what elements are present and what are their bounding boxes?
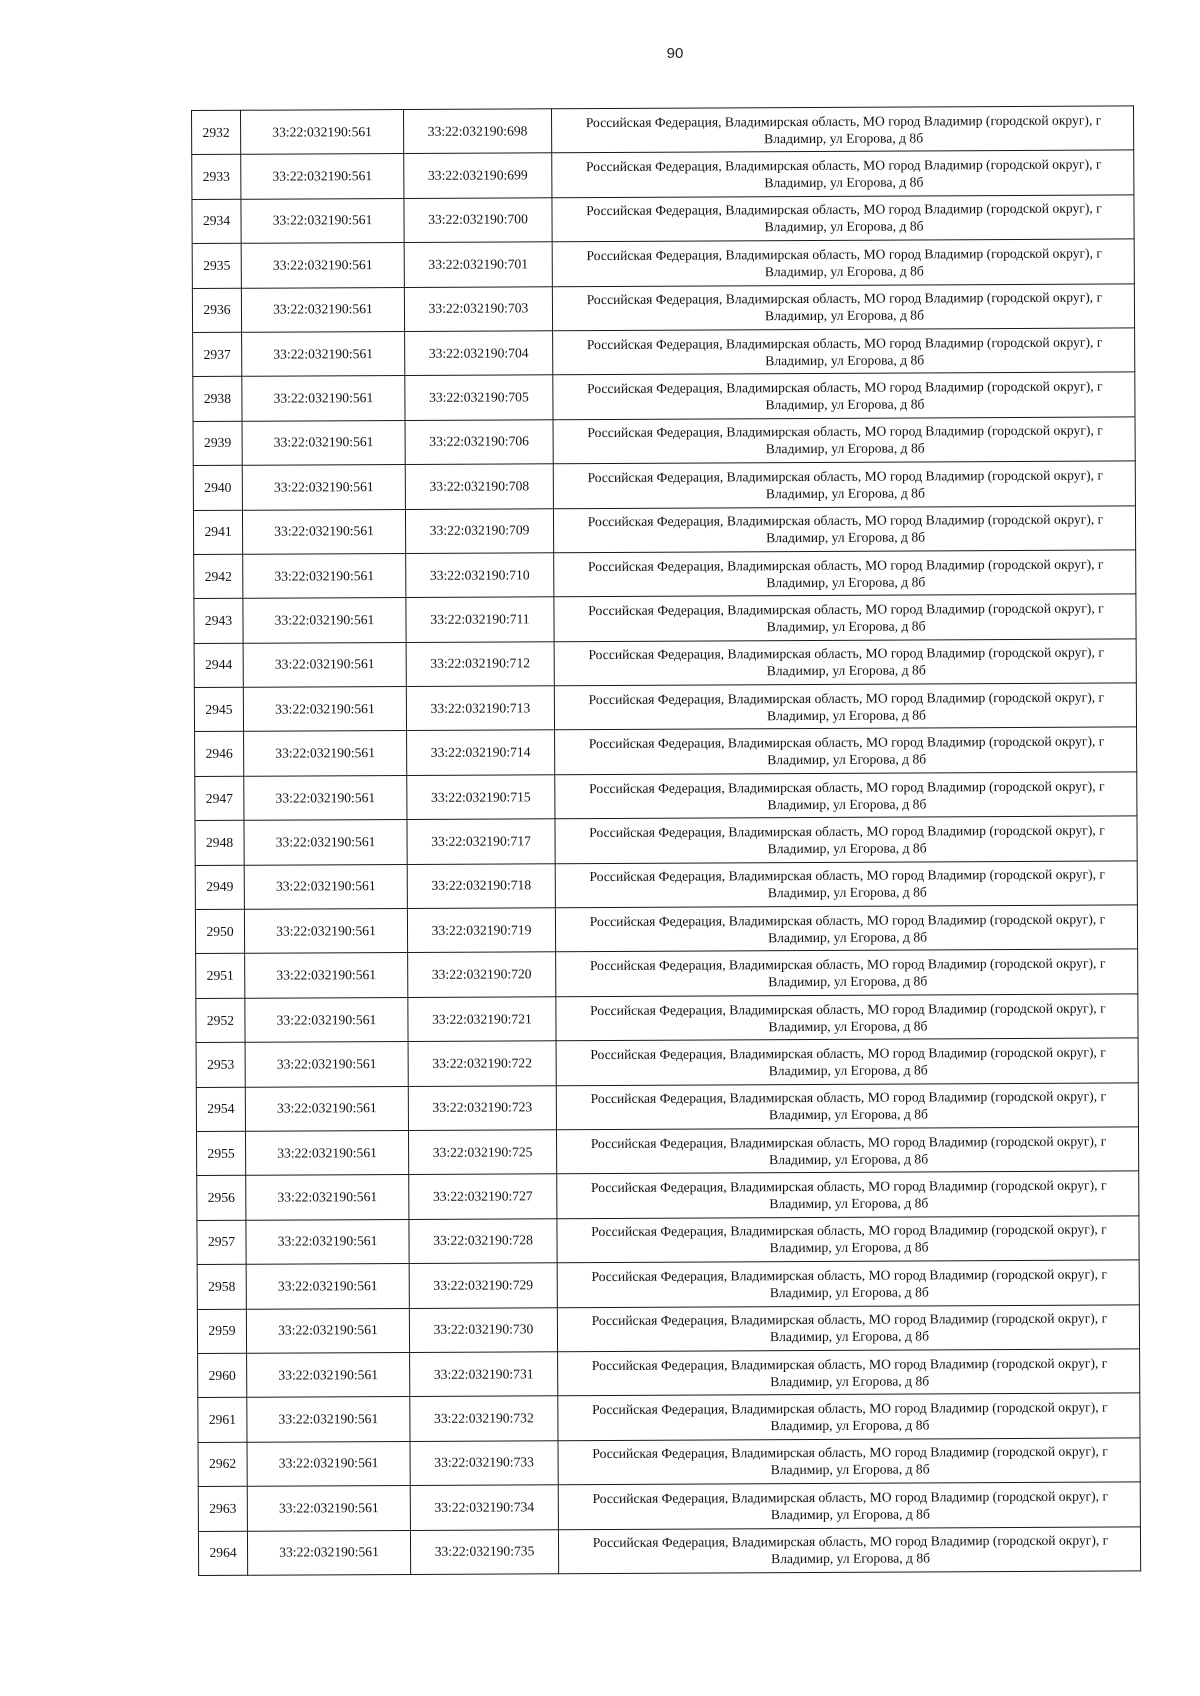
cadastral-number: 33:22:032190:703 (404, 286, 552, 331)
row-number: 2946 (195, 732, 244, 777)
table-row (197, 1216, 1139, 1265)
address-cell (552, 150, 1134, 197)
row-number: 2959 (197, 1309, 246, 1354)
address-line-2: Владимир, ул Егорова, д 8б (768, 1106, 928, 1123)
row-number: 2949 (195, 865, 244, 910)
table-row (193, 328, 1135, 377)
row-number: 2952 (196, 998, 245, 1043)
table-row (196, 1082, 1138, 1131)
address-line-1: Российская Федерация, Владимирская область, МО город Владимир (городской округ), г (589, 911, 1106, 929)
address-cell (556, 949, 1138, 996)
address-line-2: Владимир, ул Егорова, д 8б (765, 485, 925, 502)
address-cell (556, 994, 1138, 1041)
address-cell (556, 1082, 1138, 1129)
row-number: 2958 (197, 1264, 246, 1309)
address-line-2: Владимир, ул Егорова, д 8б (764, 174, 924, 191)
address-cell (554, 550, 1136, 597)
address-line-1: Российская Федерация, Владимирская область, МО город Владимир (городской округ), г (588, 600, 1104, 619)
row-number: 2954 (196, 1087, 245, 1132)
address-line-2: Владимир, ул Егорова, д 8б (766, 618, 926, 635)
address-line-2: Владимир, ул Егорова, д 8б (769, 1328, 930, 1345)
parent-cadastral-number: 33:22:032190:561 (242, 465, 405, 510)
address-line-2: Владимир, ул Егорова, д 8б (769, 1239, 929, 1256)
cadastral-number: 33:22:032190:732 (410, 1396, 558, 1441)
table-row (192, 283, 1134, 332)
address-cell (555, 861, 1137, 908)
address-cell (554, 639, 1136, 686)
cadastral-number: 33:22:032190:713 (406, 686, 554, 731)
parent-cadastral-number: 33:22:032190:561 (241, 198, 404, 243)
address-line-2: Владимир, ул Егорова, д 8б (769, 1284, 929, 1301)
address-cell (557, 1260, 1139, 1307)
address-line-2: Владимир, ул Егорова, д 8б (767, 840, 927, 857)
address-cell (558, 1526, 1140, 1573)
address-line-1: Российская Федерация, Владимирская область, МО город Владимир (городской округ), г (587, 511, 1104, 530)
address-cell (558, 1438, 1140, 1485)
address-cell (555, 816, 1137, 863)
cadastral-number: 33:22:032190:720 (408, 952, 556, 997)
address-line-2: Владимир, ул Егорова, д 8б (770, 1373, 930, 1389)
address-line-2: Владимир, ул Егорова, д 8б (764, 218, 924, 235)
address-line-1: Российская Федерация, Владимирская область, МО город Владимир (городской округ), г (589, 778, 1105, 796)
table-row (198, 1393, 1140, 1442)
parent-cadastral-number: 33:22:032190:561 (247, 1486, 410, 1531)
parent-cadastral-number: 33:22:032190:561 (247, 1530, 410, 1575)
address-cell (554, 594, 1136, 641)
table-row (198, 1482, 1140, 1531)
row-number: 2945 (194, 687, 243, 732)
row-number: 2956 (197, 1176, 246, 1221)
address-line-2: Владимир, ул Егорова, д 8б (765, 440, 925, 457)
parent-cadastral-number: 33:22:032190:561 (245, 953, 408, 998)
parent-cadastral-number: 33:22:032190:561 (241, 243, 404, 288)
row-number: 2955 (196, 1131, 245, 1176)
address-cell (555, 905, 1137, 952)
parent-cadastral-number: 33:22:032190:561 (241, 154, 404, 199)
cadastral-number: 33:22:032190:705 (405, 375, 553, 420)
address-line-1: Российская Федерация, Владимирская область, МО город Владимир (городской округ), г (587, 422, 1103, 441)
address-cell (555, 772, 1137, 819)
address-line-2: Владимир, ул Егорова, д 8б (767, 751, 927, 768)
parent-cadastral-number: 33:22:032190:561 (241, 287, 404, 332)
parent-cadastral-number: 33:22:032190:561 (245, 1130, 408, 1175)
row-number: 2960 (198, 1353, 247, 1398)
cadastral-number: 33:22:032190:721 (408, 997, 556, 1042)
address-line-1: Российская Федерация, Владимирская область, МО город Владимир (городской округ), г (591, 1266, 1107, 1284)
parent-cadastral-number: 33:22:032190:561 (244, 908, 407, 953)
table-row (192, 239, 1134, 288)
cadastral-number: 33:22:032190:722 (408, 1041, 556, 1086)
address-line-2: Владимир, ул Егорова, д 8б (769, 1195, 929, 1212)
row-number: 2944 (194, 643, 243, 688)
address-line-1: Российская Федерация, Владимирская область, МО город Владимир (городской округ), г (587, 467, 1104, 485)
address-line-1: Российская Федерация, Владимирская область, МО город Владимир (городской округ), г (585, 156, 1102, 175)
table-row (192, 195, 1134, 244)
row-number: 2936 (192, 288, 241, 333)
table-row (197, 1171, 1139, 1220)
parent-cadastral-number: 33:22:032190:561 (241, 109, 404, 154)
address-cell (553, 328, 1135, 375)
cadastral-number: 33:22:032190:729 (409, 1263, 557, 1308)
table-row (198, 1349, 1140, 1398)
address-line-2: Владимир, ул Егорова, д 8б (766, 529, 926, 546)
address-line-2: Владимир, ул Егорова, д 8б (770, 1461, 930, 1478)
parent-cadastral-number: 33:22:032190:561 (246, 1219, 409, 1264)
table-row (195, 816, 1137, 865)
cadastral-number: 33:22:032190:706 (405, 419, 553, 464)
address-line-1: Российская Федерация, Владимирская область, МО город Владимир (городской округ), г (591, 1355, 1108, 1373)
cadastral-number: 33:22:032190:710 (406, 553, 554, 598)
cadastral-number: 33:22:032190:712 (406, 641, 554, 686)
address-line-1: Российская Федерация, Владимирская область, МО город Владимир (городской округ), г (587, 556, 1104, 574)
cadastral-number: 33:22:032190:731 (410, 1352, 558, 1397)
table-row (192, 150, 1134, 199)
parent-cadastral-number: 33:22:032190:561 (245, 1086, 408, 1131)
table-row (196, 1127, 1138, 1176)
address-line-1: Российская Федерация, Владимирская область, МО город Владимир (городской округ), г (592, 1399, 1108, 1418)
parent-cadastral-number: 33:22:032190:561 (243, 553, 406, 598)
table-row (193, 417, 1135, 466)
cadastral-number: 33:22:032190:708 (405, 464, 553, 509)
address-line-1: Российская Федерация, Владимирская область, МО город Владимир (городской округ), г (589, 866, 1106, 885)
row-number: 2938 (193, 377, 242, 422)
address-line-1: Российская Федерация, Владимирская область, МО город Владимир (городской округ), г (590, 1044, 1106, 1062)
address-line-2: Владимир, ул Егорова, д 8б (764, 263, 924, 280)
row-number: 2935 (192, 243, 241, 288)
parent-cadastral-number: 33:22:032190:561 (242, 509, 405, 554)
cadastral-number: 33:22:032190:715 (407, 775, 555, 820)
parent-cadastral-number: 33:22:032190:561 (246, 1175, 409, 1220)
table-row (198, 1526, 1140, 1575)
address-cell (558, 1349, 1140, 1396)
address-line-1: Российская Федерация, Владимирская область, МО город Владимир (городской округ), г (586, 334, 1103, 352)
page-number: 90 (666, 45, 684, 62)
row-number: 2953 (196, 1042, 245, 1087)
table-row (195, 905, 1137, 954)
address-line-2: Владимир, ул Егорова, д 8б (764, 130, 924, 146)
address-cell (552, 283, 1134, 330)
address-cell (558, 1393, 1140, 1440)
row-number: 2943 (194, 599, 243, 644)
parent-cadastral-number: 33:22:032190:561 (244, 820, 407, 865)
row-number: 2933 (192, 155, 241, 200)
row-number: 2932 (192, 110, 241, 155)
address-cell (553, 505, 1135, 552)
address-line-2: Владимир, ул Егорова, д 8б (767, 884, 927, 901)
parent-cadastral-number: 33:22:032190:561 (242, 420, 405, 465)
address-cell (557, 1304, 1139, 1351)
table-row (196, 1038, 1138, 1087)
address-line-2: Владимир, ул Егорова, д 8б (766, 574, 926, 590)
address-line-1: Российская Федерация, Владимирская область, МО город Владимир (городской округ), г (591, 1310, 1108, 1329)
address-cell (555, 727, 1137, 774)
address-cell (557, 1216, 1139, 1263)
address-line-2: Владимир, ул Егорова, д 8б (766, 662, 926, 679)
address-line-2: Владимир, ул Егорова, д 8б (765, 396, 925, 413)
address-cell (552, 195, 1134, 242)
parent-cadastral-number: 33:22:032190:561 (247, 1397, 410, 1442)
cadastral-number: 33:22:032190:733 (410, 1440, 558, 1485)
address-line-1: Российская Федерация, Владимирская область, МО город Владимир (городской округ), г (590, 1177, 1107, 1196)
cadastral-number: 33:22:032190:728 (409, 1218, 557, 1263)
table-row (192, 106, 1134, 155)
table-row (193, 461, 1135, 510)
table-row (195, 727, 1137, 776)
cadastral-number: 33:22:032190:727 (409, 1174, 557, 1219)
cadastral-number: 33:22:032190:734 (410, 1485, 558, 1530)
address-line-1: Российская Федерация, Владимирская область, МО город Владимир (городской округ), г (586, 289, 1103, 308)
cadastral-number: 33:22:032190:717 (407, 819, 555, 864)
address-line-2: Владимир, ул Егорова, д 8б (770, 1417, 930, 1434)
address-line-2: Владимир, ул Егорова, д 8б (769, 1151, 929, 1167)
address-cell (552, 239, 1134, 286)
parent-cadastral-number: 33:22:032190:561 (242, 331, 405, 376)
address-line-2: Владимир, ул Егорова, д 8б (768, 929, 928, 945)
row-number: 2948 (195, 820, 244, 865)
address-line-1: Российская Федерация, Владимирская область, МО город Владимир (городской округ), г (587, 378, 1103, 397)
parent-cadastral-number: 33:22:032190:561 (244, 731, 407, 776)
address-line-1: Российская Федерация, Владимирская область, МО город Владимир (городской округ), г (585, 112, 1102, 130)
table-row (194, 594, 1136, 643)
cadastral-number: 33:22:032190:719 (407, 908, 555, 953)
address-cell (556, 1038, 1138, 1085)
cadastral-number: 33:22:032190:723 (408, 1085, 556, 1130)
address-line-1: Российская Федерация, Владимирская область, МО город Владимир (городской округ), г (589, 822, 1105, 840)
address-line-1: Российская Федерация, Владимирская область, МО город Владимир (городской округ), г (590, 1000, 1106, 1018)
parent-cadastral-number: 33:22:032190:561 (243, 642, 406, 687)
address-line-2: Владимир, ул Егорова, д 8б (765, 352, 925, 368)
cadastral-number: 33:22:032190:709 (405, 508, 553, 553)
address-line-1: Российская Федерация, Владимирская область, МО город Владимир (городской округ), г (589, 955, 1106, 974)
cadastral-number: 33:22:032190:698 (403, 109, 551, 154)
table-body (192, 106, 1141, 1576)
parent-cadastral-number: 33:22:032190:561 (245, 997, 408, 1042)
table-row (193, 372, 1135, 421)
address-line-2: Владимир, ул Егорова, д 8б (767, 795, 927, 812)
address-cell (556, 1127, 1138, 1174)
parent-cadastral-number: 33:22:032190:561 (246, 1264, 409, 1309)
address-line-1: Российская Федерация, Владимирская область, МО город Владимир (городской округ), г (586, 201, 1102, 219)
address-line-1: Российская Федерация, Владимирская область, МО город Владимир (городской округ), г (592, 1443, 1108, 1462)
address-line-2: Владимир, ул Егорова, д 8б (771, 1550, 931, 1567)
table-row (195, 772, 1137, 821)
table-row (198, 1438, 1140, 1487)
parent-cadastral-number: 33:22:032190:561 (244, 864, 407, 909)
address-line-2: Владимир, ул Егорова, д 8б (768, 1062, 928, 1079)
address-cell (553, 461, 1135, 508)
table-row (195, 861, 1137, 910)
table-row (194, 683, 1136, 732)
cadastral-number: 33:22:032190:735 (410, 1529, 558, 1574)
cadastral-number: 33:22:032190:711 (406, 597, 554, 642)
parent-cadastral-number: 33:22:032190:561 (246, 1308, 409, 1353)
table-row (197, 1304, 1139, 1353)
parent-cadastral-number: 33:22:032190:561 (243, 598, 406, 643)
parent-cadastral-number: 33:22:032190:561 (243, 687, 406, 732)
row-number: 2940 (193, 465, 242, 510)
row-number: 2957 (197, 1220, 246, 1265)
table-row (196, 949, 1138, 998)
cadastral-number: 33:22:032190:700 (404, 198, 552, 243)
address-line-2: Владимир, ул Егорова, д 8б (766, 707, 926, 723)
cadastral-number: 33:22:032190:714 (407, 730, 555, 775)
cadastral-number: 33:22:032190:725 (408, 1130, 556, 1175)
address-cell (554, 683, 1136, 730)
address-line-1: Российская Федерация, Владимирская область, МО город Владимир (городской округ), г (592, 1488, 1109, 1506)
row-number: 2951 (196, 954, 245, 999)
row-number: 2934 (192, 199, 241, 244)
address-line-1: Российская Федерация, Владимирская область, МО город Владимир (городской округ), г (590, 1133, 1107, 1151)
cadastral-number: 33:22:032190:699 (404, 153, 552, 198)
address-line-1: Российская Федерация, Владимирская область, МО город Владимир (городской округ), г (588, 644, 1104, 663)
address-line-1: Российская Федерация, Владимирская область, МО город Владимир (городской округ), г (588, 689, 1105, 707)
cadastral-number: 33:22:032190:730 (409, 1307, 557, 1352)
row-number: 2937 (193, 332, 242, 377)
table-row (194, 639, 1136, 688)
address-cell (553, 417, 1135, 464)
parent-cadastral-number: 33:22:032190:561 (247, 1352, 410, 1397)
address-cell (551, 106, 1133, 153)
address-line-1: Российская Федерация, Владимирская область, МО город Владимир (городской округ), г (591, 1221, 1107, 1240)
row-number: 2939 (193, 421, 242, 466)
cadastral-registry-table (191, 105, 1141, 1576)
row-number: 2947 (195, 776, 244, 821)
cadastral-number: 33:22:032190:701 (404, 242, 552, 287)
address-line-1: Российская Федерация, Владимирская область, МО город Владимир (городской округ), г (588, 733, 1105, 752)
row-number: 2962 (198, 1442, 247, 1487)
address-line-1: Российская Федерация, Владимирская область, МО город Владимир (городской округ), г (586, 245, 1102, 263)
cadastral-number: 33:22:032190:718 (407, 863, 555, 908)
row-number: 2964 (198, 1531, 247, 1576)
row-number: 2941 (193, 510, 242, 555)
parent-cadastral-number: 33:22:032190:561 (245, 1042, 408, 1087)
address-line-1: Российская Федерация, Владимирская область, МО город Владимир (городской округ), г (590, 1088, 1107, 1107)
table-row (193, 505, 1135, 554)
address-line-1: Российская Федерация, Владимирская область, МО город Владимир (городской округ), г (592, 1532, 1109, 1551)
table-row (197, 1260, 1139, 1309)
address-cell (558, 1482, 1140, 1529)
address-line-2: Владимир, ул Егорова, д 8б (770, 1506, 930, 1522)
table-row (194, 550, 1136, 599)
row-number: 2963 (198, 1486, 247, 1531)
parent-cadastral-number: 33:22:032190:561 (247, 1441, 410, 1486)
address-line-2: Владимир, ул Егорова, д 8б (768, 1017, 928, 1034)
cadastral-number: 33:22:032190:704 (405, 331, 553, 376)
parent-cadastral-number: 33:22:032190:561 (244, 775, 407, 820)
row-number: 2950 (195, 909, 244, 954)
address-line-2: Владимир, ул Егорова, д 8б (768, 973, 928, 990)
parent-cadastral-number: 33:22:032190:561 (242, 376, 405, 421)
row-number: 2961 (198, 1398, 247, 1443)
address-line-2: Владимир, ул Егорова, д 8б (764, 307, 925, 324)
address-cell (553, 372, 1135, 419)
row-number: 2942 (194, 554, 243, 599)
table-row (196, 994, 1138, 1043)
address-cell (557, 1171, 1139, 1218)
